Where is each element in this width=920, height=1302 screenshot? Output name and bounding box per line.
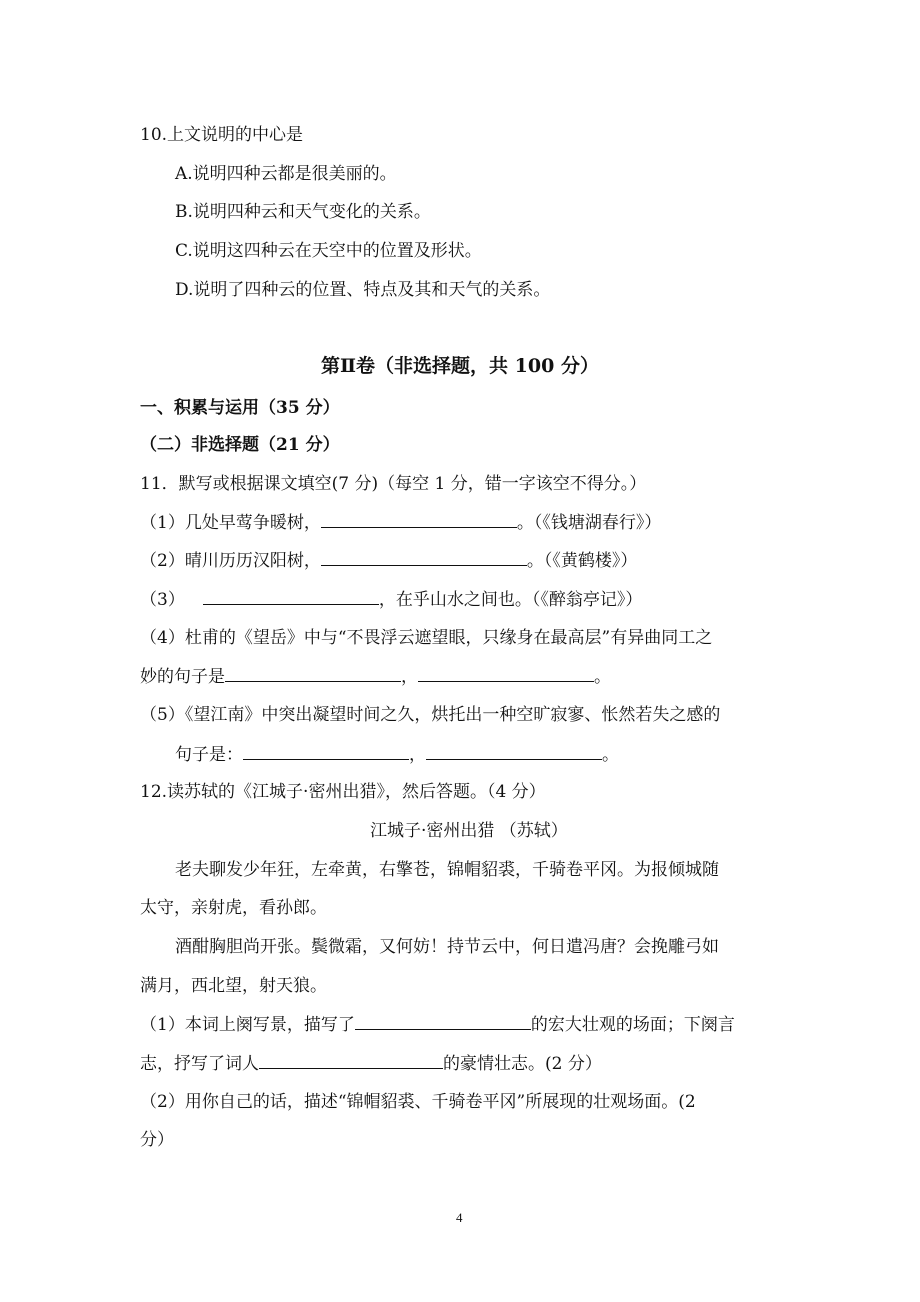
q11-item-4-separator: ， xyxy=(401,667,418,687)
q10-option-a: A.说明四种云都是很美丽的。 xyxy=(175,164,397,184)
q11-item-4-suffix: 。 xyxy=(594,667,611,687)
q12-sub-1-prefix: （1）本词上阕写景，描写了 xyxy=(140,1015,355,1035)
answer-blank[interactable] xyxy=(321,548,527,566)
q12-sub-1-line1 xyxy=(140,1012,735,1037)
q11-item-3-suffix: ，在乎山水之间也。（《醉翁亭记》） xyxy=(378,590,643,610)
q11-item-1 xyxy=(140,510,661,535)
answer-blank[interactable] xyxy=(225,664,401,682)
answer-blank[interactable] xyxy=(426,742,602,760)
q11-item-2 xyxy=(140,548,637,573)
q12-sub-2-line1: （2）用你自己的话，描述“锦帽貂裘、千骑卷平冈”所展现的壮观场面。(2 xyxy=(140,1092,696,1112)
poem-title: 江城子·密州出猎 （苏轼） xyxy=(370,821,568,841)
part-heading-1: 一、积累与运用（35 分） xyxy=(140,398,340,418)
q10-option-c: C.说明这四种云在天空中的位置及形状。 xyxy=(175,241,482,261)
q11-stem: 11．默写或根据课文填空(7 分)（每空 1 分，错一字该空不得分。） xyxy=(140,474,647,494)
answer-blank[interactable] xyxy=(259,1051,443,1069)
section-title: 第Ⅱ卷（非选择题，共 100 分） xyxy=(321,355,599,377)
q11-item-5-suffix: 。 xyxy=(602,745,619,765)
q12-sub-1-suffix: 的宏大壮观的场面；下阕言 xyxy=(530,1015,735,1035)
answer-blank[interactable] xyxy=(355,1012,531,1030)
answer-blank[interactable] xyxy=(418,664,594,682)
q12-sub-1-line2-suffix: 的豪情壮志。(2 分） xyxy=(443,1054,602,1074)
poem-paragraph-1-line2: 太守，亲射虎，看孙郎。 xyxy=(140,898,327,918)
q11-item-4-prefix: 妙的句子是 xyxy=(140,667,225,687)
poem-paragraph-2-line2: 满月，西北望，射天狼。 xyxy=(140,976,327,996)
q12-sub-2-line2: 分） xyxy=(140,1130,174,1150)
q11-item-2-suffix: 。（《黄鹤楼》） xyxy=(526,551,638,571)
q11-item-3 xyxy=(140,587,642,612)
q10-stem: 10.上文说明的中心是 xyxy=(140,125,304,145)
q11-item-1-prefix: （1）几处早莺争暖树， xyxy=(140,513,321,533)
q11-item-3-prefix: （3） xyxy=(140,590,185,610)
q11-item-5-prefix: 句子是： xyxy=(175,745,243,765)
q11-item-5-line1: （5）《望江南》中突出凝望时间之久，烘托出一种空旷寂寥、怅然若失之感的 xyxy=(140,705,721,725)
part-heading-2: （二）非选择题（21 分） xyxy=(140,435,340,455)
q11-item-5-separator: ， xyxy=(409,745,426,765)
answer-blank[interactable] xyxy=(321,510,517,528)
answer-blank[interactable] xyxy=(203,587,379,605)
q12-sub-1-line2-prefix: 志，抒写了词人 xyxy=(140,1054,259,1074)
q12-stem: 12.读苏轼的《江城子·密州出猎》，然后答题。（4 分） xyxy=(140,782,546,802)
poem-paragraph-2-line1: 酒酣胸胆尚开张。鬓微霜，又何妨！持节云中，何日遣冯唐？会挽雕弓如 xyxy=(175,937,719,957)
q10-option-b: B.说明四种云和天气变化的关系。 xyxy=(175,202,431,222)
q12-sub-1-line2 xyxy=(140,1051,602,1076)
answer-blank[interactable] xyxy=(243,742,409,760)
q11-item-2-prefix: （2）晴川历历汉阳树， xyxy=(140,551,321,571)
q11-item-5-line2 xyxy=(175,742,619,767)
q10-option-d: D.说明了四种云的位置、特点及其和天气的关系。 xyxy=(175,280,551,300)
q11-item-1-suffix: 。（《钱塘湖春行》） xyxy=(516,513,662,533)
poem-paragraph-1-line1: 老夫聊发少年狂，左牵黄，右擎苍，锦帽貂裘，千骑卷平冈。为报倾城随 xyxy=(175,860,719,880)
q11-item-4-line2 xyxy=(140,664,611,689)
page-number: 4 xyxy=(456,1210,463,1225)
q11-item-4-line1: （4）杜甫的《望岳》中与“不畏浮云遮望眼，只缘身在最高层”有异曲同工之 xyxy=(140,628,713,648)
